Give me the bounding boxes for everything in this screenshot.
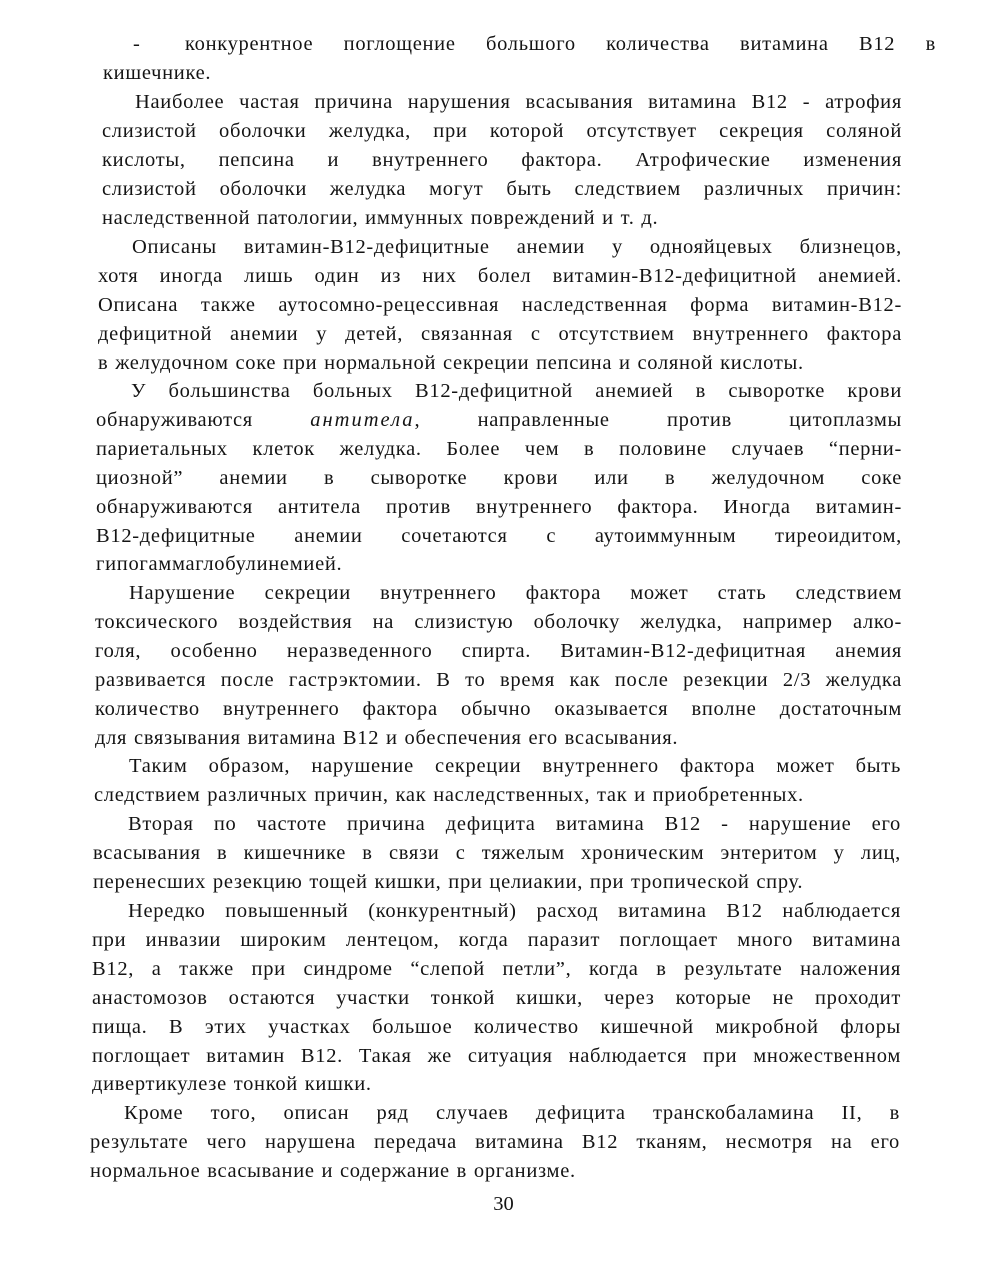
- text-line: голя, особенно неразведенного спирта. Витамин-В12-дефицитная анемия: [95, 639, 902, 662]
- text-line: Кроме того, описан ряд случаев дефицита транскобаламина II, в: [124, 1102, 900, 1124]
- text-line: для связывания витамина В12 и обеспечения его всасывания.: [95, 726, 679, 749]
- text-segment: , направленные против цитоплазмы: [414, 408, 902, 431]
- text-line: следствием различных причин, как наследственных, так и приобретенных.: [94, 783, 804, 806]
- text-line: У большинства больных В12-дефицитной анемией в сыворотке крови: [131, 380, 902, 402]
- paragraph-8: [92, 897, 901, 1099]
- paragraph-6: [94, 752, 901, 810]
- text-line: циозной” анемии в сыворотке крови или в желудочном соке: [96, 466, 902, 489]
- text-line: слизистой оболочки желудка могут быть следствием различных причин:: [102, 177, 902, 200]
- text-line: дефицитной анемии у детей, связанная с отсутствием внутреннего фактора: [98, 322, 902, 345]
- text-line: гипогаммаглобулинемией.: [96, 553, 343, 576]
- list-dash: -: [133, 33, 141, 55]
- paragraph-9: [90, 1099, 900, 1186]
- text-line: слизистой оболочки желудка, при которой отсутствует секреция соляной: [102, 119, 902, 142]
- paragraph-5: [95, 579, 902, 752]
- paragraph-1: [103, 30, 936, 88]
- text-line: наследственной патологии, иммунных повреждений и т. д.: [102, 206, 659, 229]
- text-line: Вторая по частоте причина дефицита витамина В12 - нарушение его: [128, 813, 901, 835]
- text-line: обнаруживаются антитела против внутреннего фактора. Иногда витамин-: [96, 495, 902, 518]
- text-line: кишечнике.: [103, 61, 212, 84]
- text-line: кислоты, пепсина и внутреннего фактора. Атрофические изменения: [102, 148, 902, 171]
- text-line: перенесших резекцию тощей кишки, при целиакии, при тропической спру.: [93, 870, 804, 893]
- text-line: дивертикулезе тонкой кишки.: [92, 1073, 372, 1096]
- paragraph-2: [102, 88, 902, 233]
- text-line: при инвазии широким лентецом, когда паразит поглощает много витамина: [92, 928, 901, 951]
- text-line: Нередко повышенный (конкурентный) расход витамина В12 наблюдается: [128, 900, 901, 922]
- text-line: развивается после гастрэктомии. В то время как после резекции 2/3 желудка: [95, 668, 902, 691]
- text-line: Описана также аутосомно-рецессивная наследственная форма витамин-В12-: [98, 293, 902, 316]
- text-line: пища. В этих участках большое количество кишечной микробной флоры: [92, 1015, 901, 1038]
- text-line: париетальных клеток желудка. Более чем в половине случаев “перни-: [96, 437, 902, 460]
- text-line: В12, а также при синдроме “слепой петли”, когда в результате наложения: [92, 957, 901, 980]
- text-line: [96, 406, 902, 435]
- text-line: [103, 30, 936, 59]
- paragraph-3: [98, 233, 902, 378]
- paragraph-4: [96, 377, 902, 579]
- page-number: 30: [493, 1193, 514, 1215]
- text-line: хотя иногда лишь один из них болел витамин-В12-дефицитной анемией.: [98, 264, 902, 287]
- text-line-content: конкурентное поглощение большого количества витамина В12 в: [185, 33, 936, 55]
- text-line: Наиболее частая причина нарушения всасывания витамина В12 - атрофия: [135, 91, 902, 113]
- paragraph-7: [93, 810, 901, 897]
- text-line: Таким образом, нарушение секреции внутреннего фактора может быть: [129, 755, 901, 777]
- text-line: анастомозов остаются участки тонкой кишки, через которые не проходит: [92, 986, 901, 1009]
- text-line: токсического воздействия на слизистую оболочку желудка, например алко-: [95, 610, 902, 633]
- emphasized-term: антитела: [310, 408, 415, 431]
- text-line: нормальное всасывание и содержание в организме.: [90, 1159, 576, 1182]
- text-line: количество внутреннего фактора обычно оказывается вполне достаточным: [95, 697, 902, 720]
- text-segment: обнаруживаются: [96, 408, 253, 431]
- text-line: поглощает витамин В12. Такая же ситуация наблюдается при множественном: [92, 1044, 901, 1067]
- text-line: результате чего нарушена передача витамина В12 тканям, несмотря на его: [90, 1130, 900, 1153]
- text-line: В12-дефицитные анемии сочетаются с аутоиммунным тиреоидитом,: [96, 524, 902, 547]
- text-line: Нарушение секреции внутреннего фактора может стать следствием: [129, 582, 902, 604]
- text-line: в желудочном соке при нормальной секреции пепсина и соляной кислоты.: [98, 351, 804, 374]
- text-line: Описаны витамин-В12-дефицитные анемии у однояйцевых близнецов,: [132, 236, 902, 258]
- text-line: всасывания в кишечнике в связи с тяжелым хроническим энтеритом у лиц,: [93, 841, 901, 864]
